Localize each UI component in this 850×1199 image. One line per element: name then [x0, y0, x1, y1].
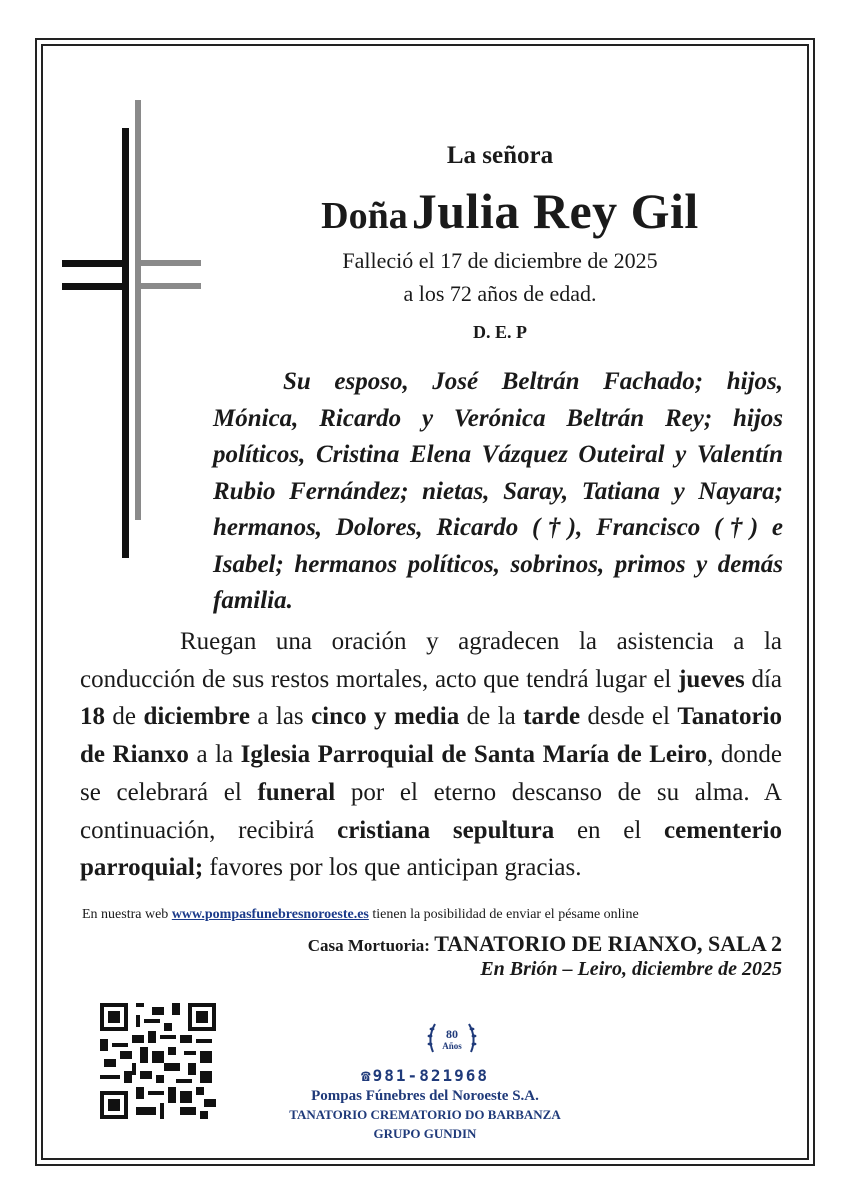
- family-list: Su esposo, José Beltrán Fachado; hijos, Mónica, Ricardo y Verónica Beltrán Rey; hijos políticos, Cristina Elena Vázquez Outeiral y Valentín Rubio Fernández; nietas, Saray, Tatiana y Nayara; hermanos, Dolores, Ricardo (†), Francisco (†) e Isabel; hermanos políticos, sobrinos, primos y demás familia.: [213, 368, 783, 614]
- dep-line: D. E. P: [473, 322, 527, 342]
- deceased-name: [230, 182, 790, 240]
- website-link[interactable]: www.pompasfunebresnoroeste.es: [171, 907, 369, 922]
- intro-title: La señora: [446, 142, 554, 169]
- age-line: a los 72 años de edad.: [403, 281, 597, 306]
- ceremony-text: Ruegan una oración y agradecen la asistencia a la conducción de sus restos mortales, acto que tendrá lugar el jueves día 18 de diciembre a las cinco y media de la tarde desde el Tanatorio de Rianxo a la Iglesia Parroquial de Santa María de Leiro, donde se celebrará el funeral por el eterno descanso de su alma. A continuación, recibirá cristiana sepultura en el cementerio parroquial; favores por los que anticipan gracias.: [80, 628, 782, 882]
- place-date: En Brión – Leiro, diciembre de 2025: [480, 958, 782, 980]
- web-note: En nuestra web www.pompasfunebresnoroeste.es tienen la posibilidad de enviar el pésame online: [82, 907, 639, 922]
- anniversary-badge-icon: [425, 1016, 479, 1060]
- company-subtitle: TANATORIO CREMATORIO DO BARBANZA: [289, 1107, 561, 1122]
- phone-icon: ☎: [361, 1066, 373, 1085]
- company-name: Pompas Fúnebres del Noroeste S.A.: [311, 1088, 539, 1104]
- cross-icon: [60, 100, 205, 560]
- name-prefix: Doña: [321, 195, 408, 237]
- mortuary-label: Casa Mortuoria:: [307, 936, 435, 955]
- phone-line: [270, 1066, 580, 1085]
- qr-code[interactable]: [100, 1003, 216, 1119]
- svg-text:80: 80: [446, 1027, 458, 1041]
- svg-text:Años: Años: [442, 1041, 462, 1051]
- company-group: GRUPO GUNDIN: [373, 1126, 477, 1141]
- death-date: Falleció el 17 de diciembre de 2025: [342, 248, 658, 273]
- phone-number[interactable]: 981-821968: [372, 1066, 489, 1085]
- name-main: Julia Rey Gil: [411, 183, 699, 239]
- mortuary-value: TANATORIO DE RIANXO, SALA 2: [434, 931, 782, 956]
- mortuary-line: [308, 931, 782, 957]
